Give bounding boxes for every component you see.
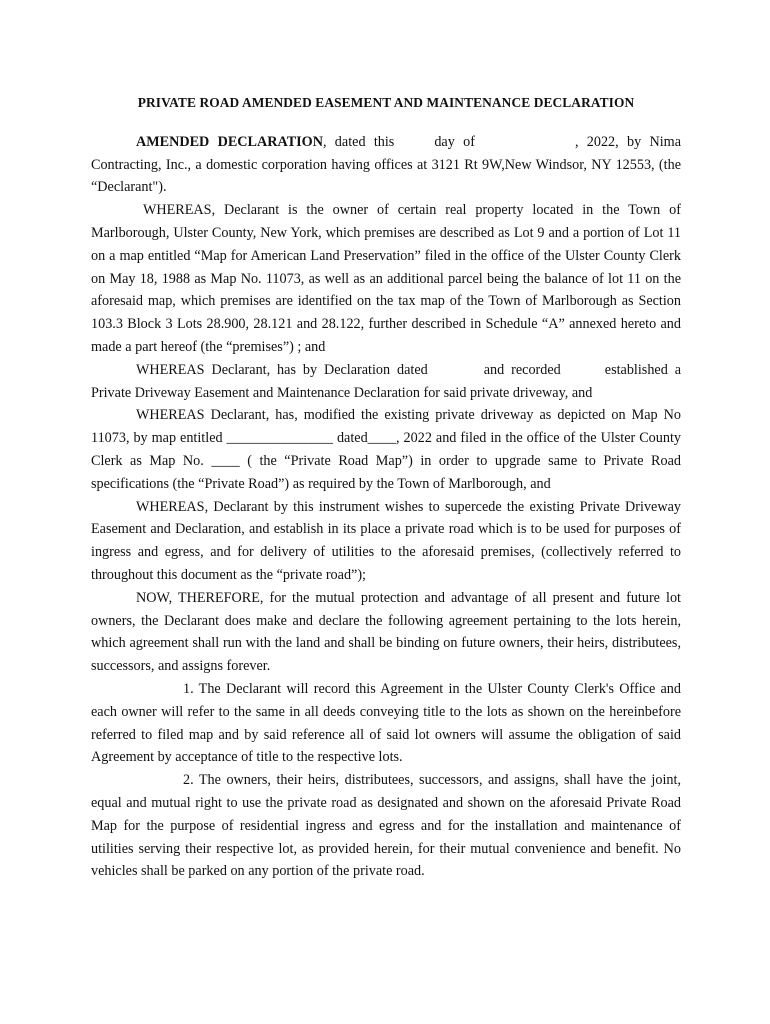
whereas-paragraph-2 — [91, 359, 681, 405]
intro-paragraph — [91, 131, 681, 199]
whereas-2-part-3: established a Private Driveway Easement and Maintenance Declaration for said private driveway, and — [91, 361, 682, 401]
document-title: PRIVATE ROAD AMENDED EASEMENT AND MAINTENANCE DECLARATION — [137, 95, 635, 110]
whereas-paragraph-3: WHEREAS Declarant, has, modified the existing private driveway as depicted on Map No 11073, by map entitled _______________ dated____, 2022 and filed in the office of the Ulster County Clerk as Map No. ____ ( the “Private Road Map”) in order to upgrade same to Private Road specifications (the “Private Road”) as required by the Town of Marlborough, and — [91, 407, 681, 492]
whereas-paragraph-1: WHEREAS, Declarant is the owner of certain real property located in the Town of Marlborough, Ulster County, New York, which premises are described as Lot 9 and a portion of Lot 11 on a map entitled “Map for American Land Preservation” filed in the office of the Ulster County Clerk on May 18, 1988 as Map No. 11073, as well as an additional parcel being the balance of lot 11 on the aforesaid map, which premises are identified on the tax map of the Town of Marlborough as Section 103.3 Block 3 Lots 28.900, 28.121 and 28.122, further described in Schedule “A” annexed hereto and made a part hereof (the “premises”) ; and — [91, 202, 681, 355]
intro-day-of: day of — [434, 133, 475, 150]
clause-2-paragraph: 2. The owners, their heirs, distributees, successors, and assigns, shall have the joint, equal and mutual right to use the private road as designated and shown on the aforesaid Private Road Map for the purpose of residential ingress and egress and for the installation and maintenance of utilities serving their respective lot, as provided herein, for their mutual convenience and benefit. No vehicles shall be parked on any portion of the private road. — [91, 772, 681, 880]
therefore-paragraph: NOW, THEREFORE, for the mutual protection and advantage of all present and future lot owners, the Declarant does make and declare the following agreement pertaining to the lots herein, which agreement shall run with the land and shall be binding on future owners, their heirs, distributees, successors, and assigns forever. — [91, 589, 681, 675]
intro-rest: , 2022, by Nima Contracting, Inc., a domestic corporation having offices at 3121 Rt 9W,New Windsor, NY 12553, (the “Declarant"). — [91, 133, 681, 196]
whereas-2-part-2: and recorded — [483, 361, 561, 378]
whereas-paragraph-4: WHEREAS, Declarant by this instrument wishes to supercede the existing Private Driveway Easement and Declaration, and establish in its place a private road which is to be used for purposes of ingress and egress, and for delivery of utilities to the aforesaid premises, (collectively referred to throughout this document as the “private road”); — [91, 498, 681, 583]
clause-1-paragraph: 1. The Declarant will record this Agreement in the Ulster County Clerk's Office and each owner will refer to the same in all deeds conveying title to the lots as shown on the hereinbefore referred to filed map and by said reference all of said lot owners will assume the obligation of said Agreement by acceptance of title to the respective lots. — [91, 680, 681, 766]
whereas-2-part-1: WHEREAS Declarant, has by Declaration dated — [136, 361, 428, 378]
document-page — [91, 92, 681, 883]
intro-dated: , dated this — [322, 133, 395, 150]
intro-heading: AMENDED DECLARATION — [136, 133, 323, 150]
